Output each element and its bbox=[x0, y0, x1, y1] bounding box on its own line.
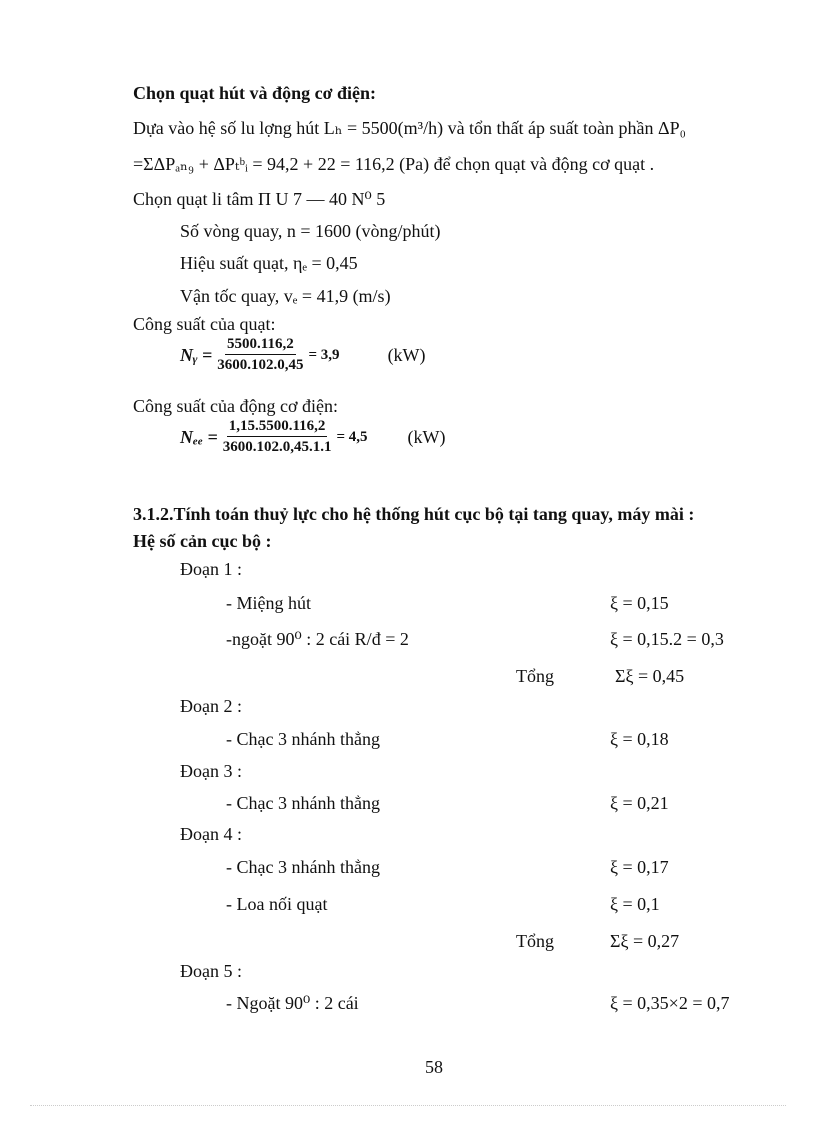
section-heading-fan: Chọn quạt hút và động cơ điện: bbox=[133, 83, 377, 103]
list-item: - Chạc 3 nhánh thẳng bbox=[226, 729, 380, 749]
segment-label-3: Đoạn 3 : bbox=[180, 761, 242, 781]
motor-power-label: Công suất của động cơ điện: bbox=[133, 396, 338, 416]
list-item: - Loa nối quạt bbox=[226, 894, 328, 914]
motor-power-symbol: Nₑₑ = bbox=[180, 426, 218, 447]
motor-power-numerator: 1,15.5500.116,2 bbox=[227, 418, 328, 437]
fan-power-equation bbox=[180, 336, 426, 373]
list-item: - Ngoặt 90⁰ : 2 cái bbox=[226, 993, 359, 1013]
segment-label-4: Đoạn 4 : bbox=[180, 824, 242, 844]
list-item-value: ξ = 0,15 bbox=[610, 593, 669, 613]
total-label: Tổng bbox=[516, 931, 554, 951]
motor-power-fraction bbox=[221, 418, 334, 455]
fan-power-symbol: Nᵧ = bbox=[180, 344, 213, 365]
list-item-value: ξ = 0,35×2 = 0,7 bbox=[610, 993, 730, 1013]
fan-power-label: Công suất của quạt: bbox=[133, 314, 276, 334]
bottom-divider bbox=[30, 1105, 786, 1106]
fan-efficiency-line: Hiệu suất quạt, ηₑ = 0,45 bbox=[180, 253, 358, 273]
total-label: Tổng bbox=[516, 666, 554, 686]
fan-power-denominator: 3600.102.0,45 bbox=[217, 357, 304, 373]
list-item-value: ξ = 0,17 bbox=[610, 857, 669, 877]
list-item: -ngoặt 90⁰ : 2 cái R/đ = 2 bbox=[226, 629, 409, 649]
fan-power-fraction bbox=[215, 336, 305, 373]
rotation-velocity-line: Vận tốc quay, vₑ = 41,9 (m/s) bbox=[180, 286, 391, 306]
subheading-resistance: Hệ số cản cục bộ : bbox=[133, 531, 272, 551]
fan-power-result: = 3,9 bbox=[308, 346, 340, 363]
fan-choice-line: Chọn quạt li tâm Π U 7 — 40 N⁰ 5 bbox=[133, 189, 386, 209]
page-number: 58 bbox=[425, 1057, 443, 1077]
rotation-speed-line: Số vòng quay, n = 1600 (vòng/phút) bbox=[180, 221, 441, 241]
list-item-value: ξ = 0,21 bbox=[610, 793, 669, 813]
segment-label-2: Đoạn 2 : bbox=[180, 696, 242, 716]
list-item: - Miệng hút bbox=[226, 593, 311, 613]
motor-power-unit: (kW) bbox=[407, 426, 446, 447]
list-item: - Chạc 3 nhánh thẳng bbox=[226, 793, 380, 813]
list-item-value: ξ = 0,1 bbox=[610, 894, 660, 914]
paragraph-line: Dựa vào hệ số lu lợng hút Lₕ = 5500(m³/h) và tổn thất áp suất toàn phần ΔP₀ bbox=[133, 118, 686, 138]
motor-power-denominator: 3600.102.0,45.1.1 bbox=[222, 439, 332, 455]
motor-power-equation bbox=[180, 418, 446, 455]
paragraph-line: =ΣΔPₐₙ₉ + ΔPₜᵇᵢ = 94,2 + 22 = 116,2 (Pa) để chọn quạt và động cơ quạt . bbox=[133, 154, 655, 174]
fan-power-numerator: 5500.116,2 bbox=[225, 336, 296, 355]
motor-power-result: = 4,5 bbox=[336, 428, 368, 445]
section-heading-hydraulic: 3.1.2.Tính toán thuỷ lực cho hệ thống hút cục bộ tại tang quay, máy mài : bbox=[133, 504, 695, 524]
list-item-value: ξ = 0,18 bbox=[610, 729, 669, 749]
fan-power-unit: (kW) bbox=[387, 344, 426, 365]
segment-label-5: Đoạn 5 : bbox=[180, 961, 242, 981]
segment-label-1: Đoạn 1 : bbox=[180, 559, 242, 579]
list-item: - Chạc 3 nhánh thẳng bbox=[226, 857, 380, 877]
total-value: Σξ = 0,27 bbox=[610, 931, 680, 951]
list-item-value: ξ = 0,15.2 = 0,3 bbox=[610, 629, 724, 649]
total-value: Σξ = 0,45 bbox=[615, 666, 685, 686]
